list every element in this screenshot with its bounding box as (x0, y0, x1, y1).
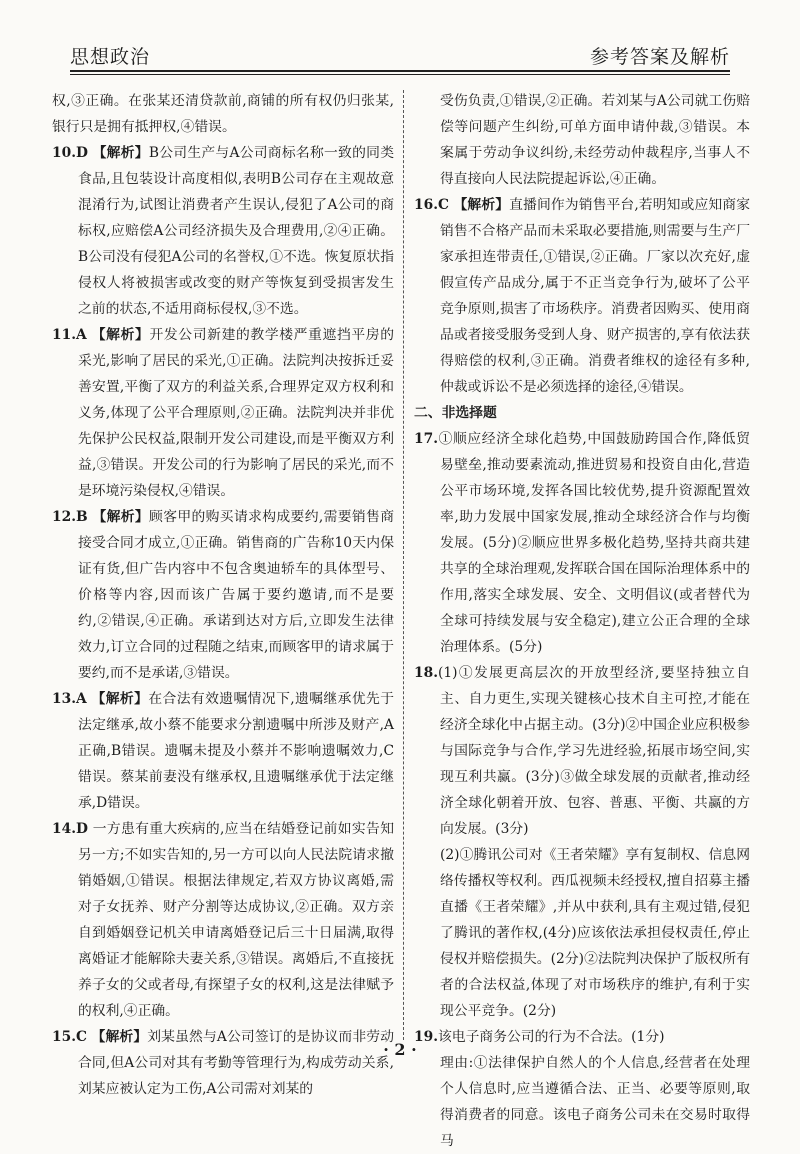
answer-q19: 19.该电子商务公司的行为不合法。(1分) (414, 1029, 665, 1045)
right-column (414, 88, 750, 1154)
answer-q14: 14.D 一方患有重大疾病的,应当在结婚登记前如实告知另一方;不如实告知的,另一方可以向人民法院请求撤销婚姻,①错误。根据法律规定,若双方协议离婚,需对子女抚养、财产分割等达成协议,②正确。双方亲自到婚姻登记机关申请离婚登记后三十日届满,取得离婚证才能解除夫妻关系,③错误。离婚后,不直接抚养子女的父或者母,有探望子女的权利,这是法律赋予的权利,④正确。 (52, 821, 394, 1019)
answer-q12: 12.B 【解析】顾客甲的购买请求构成要约,需要销售商接受合同才成立,①正确。销售商的广告称10天内保证有货,但广告内容中不包含奥迪轿车的具体型号、价格等内容,因而该广告属于要约邀请,而不是要约,②错误,④正确。承诺到达对方后,立即发生法律效力,订立合同的过程随之结束,而顾客甲的请求属于要约,而不是承诺,③错误。 (52, 509, 395, 681)
header-rule-thin (70, 74, 730, 75)
answer-continuation: 权,③正确。在张某还清贷款前,商铺的所有权仍归张某,银行只是拥有抵押权,④错误。 (52, 93, 394, 135)
answer-q18-part1: 18.(1)①发展更高层次的开放型经济,要坚持独立自主、自力更生,实现关键核心技术自主可控,才能在经济全球化中占据主动。(3分)②中国企业应积极参与国际竞争与合作,学习先进经验,拓展市场空间,实现互利共赢。(3分)③做全球发展的贡献者,推动经济全球化朝着开放、包容、普惠、平衡、共赢的方向发展。(3分) (414, 665, 750, 837)
section-heading-nonchoice: 二、非选择题 (414, 405, 497, 421)
answer-q13: 13.A 【解析】在合法有效遗嘱情况下,遗嘱继承优先于法定继承,故小蔡不能要求分割遗嘱中所涉及财产,A正确,B错误。遗嘱未提及小蔡并不影响遗嘱效力,C错误。蔡某前妻没有继承权,且遗嘱继承优于法定继承,D错误。 (52, 691, 395, 811)
section-title: 参考答案及解析 (589, 46, 730, 68)
answer-q18-part2: (2)①腾讯公司对《王者荣耀》享有复制权、信息网络传播权等权利。西瓜视频未经授权,擅自招募主播直播《王者荣耀》,并从中获利,具有主观过错,侵犯了腾讯的著作权,(4分)应该依法承担侵权责任,停止侵权并赔偿损失。(2分)②法院判决保护了版权所有者的合法权益,体现了对市场秩序的维护,有利于实现公平竞争。(2分) (440, 847, 750, 1019)
answer-q19-reason: 理由:①法律保护自然人的个人信息,经营者在处理个人信息时,应当遵循合法、正当、必要等原则,取得消费者的同意。该电子商务公司未在交易时取得马 (440, 1055, 750, 1149)
answer-q16: 16.C 【解析】直播间作为销售平台,若明知或应知商家销售不合格产品而未采取必要措施,则需要与生产厂家承担连带责任,①错误,②正确。厂家以次充好,虚假宣传产品成分,属于不正当竞争行为,破坏了公平竞争原则,损害了市场秩序。消费者因购买、使用商品或者接受服务受到人身、财产损害的,享有依法获得赔偿的权利,③正确。消费者维权的途径有多种,仲裁或诉讼不是必须选择的途径,④错误。 (414, 197, 750, 395)
column-divider (403, 90, 404, 1040)
subject-title: 思想政治 (70, 46, 151, 68)
answer-q15-continued: 受伤负责,①错误,②正确。若刘某与A公司就工伤赔偿等问题产生纠纷,可单方面申请仲裁,③错误。本案属于劳动争议纠纷,未经劳动仲裁程序,当事人不得直接向人民法院提起诉讼,④正确。 (440, 93, 750, 187)
answer-q10: 10.D 【解析】B公司生产与A公司商标名称一致的同类食品,且包装设计高度相似,表明B公司存在主观故意混淆行为,试图让消费者产生误认,侵犯了A公司的商标权,应赔偿A公司经济损失及合理费用,②④正确。B公司没有侵犯A公司的名誉权,①不选。恢复原状指侵权人将被损害或改变的财产等恢复到受损害发生之前的状态,不适用商标侵权,③不选。 (52, 145, 394, 317)
left-column (52, 88, 394, 1102)
header-rule (70, 70, 730, 72)
page-header (70, 36, 730, 68)
answer-q11: 11.A 【解析】开发公司新建的教学楼严重遮挡平房的采光,影响了居民的采光,①正确。法院判决按拆迁妥善安置,平衡了双方的利益关系,合理界定双方权利和义务,体现了公平合理原则,②正确。法院判决并非优先保护公民权益,限制开发公司建设,而是平衡双方利益,③错误。开发公司的行为影响了居民的采光,而不是环境污染侵权,④错误。 (52, 327, 395, 499)
page-number: · 2 · (383, 1040, 417, 1059)
answer-q15: 15.C 【解析】刘某虽然与A公司签订的是协议而非劳动合同,但A公司对其有考勤等管理行为,构成劳动关系,刘某应被认定为工伤,A公司需对刘某的 (52, 1029, 395, 1097)
answer-q17: 17.①顺应经济全球化趋势,中国鼓励跨国合作,降低贸易壁垒,推动要素流动,推进贸易和投资自由化,营造公平市场环境,发挥各国比较优势,提升资源配置效率,助力发展中国家发展,推动全球经济合作与均衡发展。(5分)②顺应世界多极化趋势,坚持共商共建共享的全球治理观,发挥联合国在国际治理体系中的作用,落实全球发展、安全、文明倡议(或者替代为全球可持续发展与安全稳定),建立公正合理的全球治理体系。(5分) (414, 431, 750, 655)
